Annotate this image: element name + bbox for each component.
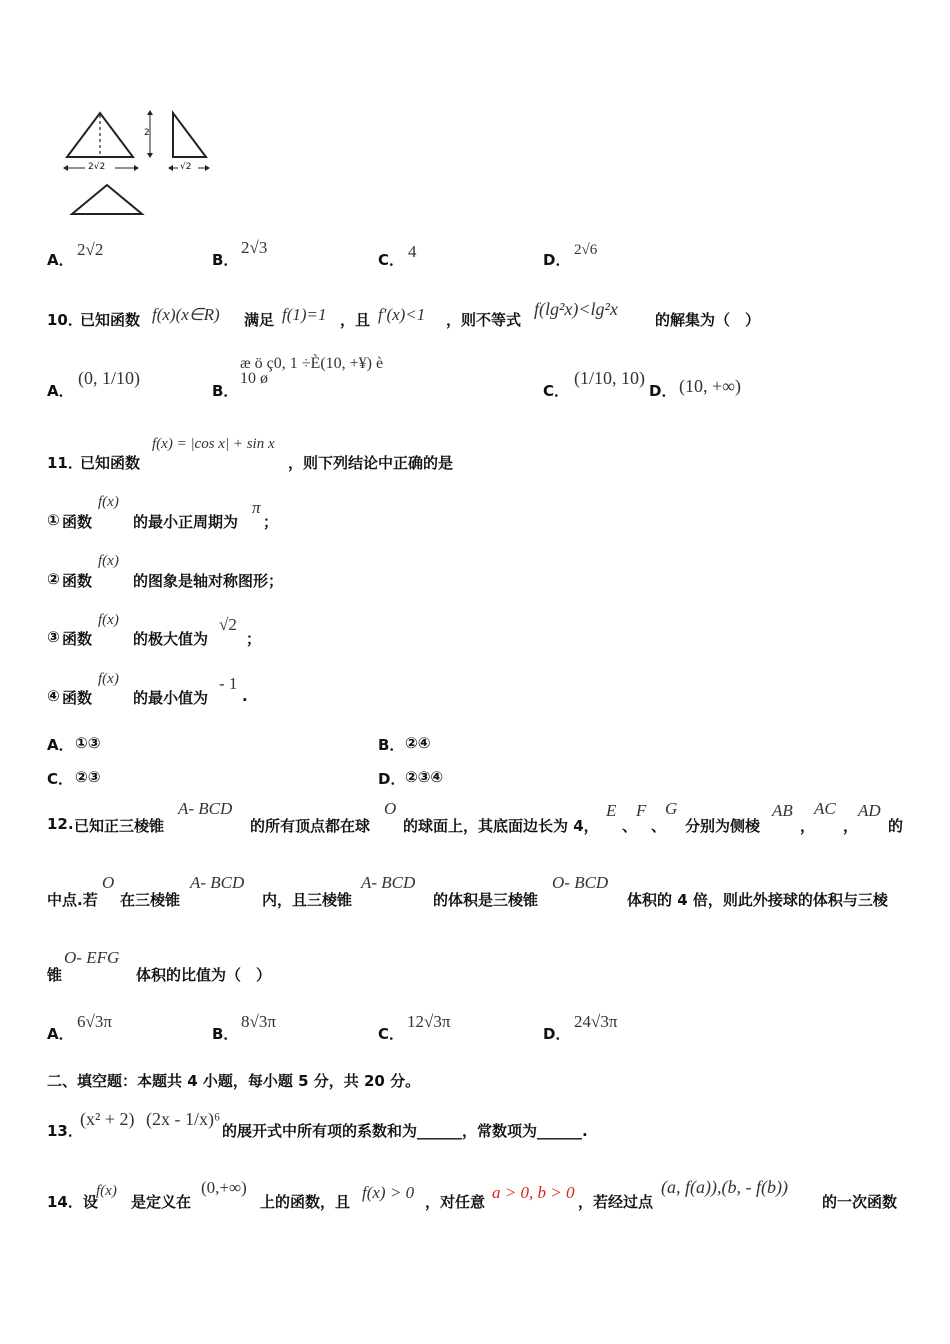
q14-condition: f(x) > 0 xyxy=(362,1183,415,1202)
q12-text-9: 的体积是三棱锥 xyxy=(433,891,539,909)
q11-option-d-letter: D． xyxy=(378,770,406,788)
q11-text-1: 已知函数 xyxy=(80,454,141,472)
q9-option-b-value: 2√3 xyxy=(241,238,268,257)
q12-pyramid-abcd-2: A- BCD xyxy=(190,873,245,892)
q12-text-7: 在三棱锥 xyxy=(120,891,181,909)
q10-option-c-value: (1/10, 10) xyxy=(574,368,645,388)
q11-s1-val: π xyxy=(252,498,261,517)
q11-s3-pre: 函数 xyxy=(62,630,93,648)
q12-pyramid-oefg: O- EFG xyxy=(64,948,120,967)
q10-option-d-letter: D． xyxy=(649,382,677,400)
q10-fprime: f′(x)<1 xyxy=(378,305,426,324)
q12-option-d-letter: D． xyxy=(543,1025,571,1043)
q11-s3-mid: 的极大值为 xyxy=(133,630,209,648)
q10-option-a-letter: A． xyxy=(47,382,74,400)
q10-text-4: ，则不等式 xyxy=(446,311,522,329)
q9-option-c-letter: C． xyxy=(378,251,405,269)
q11-s4-mid: 的最小值为 xyxy=(133,689,209,707)
q10-text-2: 满足 xyxy=(244,311,275,329)
q10-option-b-value: æ ö ç0, 1 ÷È(10, +¥) è 10 ø xyxy=(240,355,384,387)
q11-number: 11． xyxy=(47,454,83,472)
q11-s4-f: f(x) xyxy=(98,671,119,687)
q11-option-c-letter: C． xyxy=(47,770,74,788)
q10-function-def: f(x)(x∈R) xyxy=(152,305,220,324)
q10-text-3: ，且 xyxy=(340,311,371,329)
q12-option-b-value: 8√3π xyxy=(241,1012,276,1031)
q13-expr-b: (2x - 1/x)⁶ xyxy=(146,1109,221,1129)
q12-option-a-letter: A． xyxy=(47,1025,74,1043)
q11-s4-pre: 函数 xyxy=(62,689,93,707)
q11-s1-pre: 函数 xyxy=(62,513,93,531)
q12-edge-ad: AD xyxy=(858,801,881,820)
q13-number: 13． xyxy=(47,1122,83,1140)
q11-s2-f: f(x) xyxy=(98,553,119,569)
q11-option-d-value: ②③④ xyxy=(405,768,444,786)
q9-option-d-letter: D． xyxy=(543,251,571,269)
q11-s3-end: ； xyxy=(246,630,262,648)
q12-text-5: 的 xyxy=(888,817,904,835)
q12-text-2: 的所有顶点都在球 xyxy=(250,817,371,835)
q12-option-c-letter: C． xyxy=(378,1025,405,1043)
q11-option-a-value: ①③ xyxy=(75,734,101,752)
top-view-triangle xyxy=(72,185,142,214)
q14-domain: (0,+∞) xyxy=(201,1178,247,1197)
q12-option-d-value: 24√3π xyxy=(574,1012,618,1031)
q13-expr-a: (x² + 2) xyxy=(80,1109,135,1129)
q9-front-base-label: 2√2 xyxy=(88,162,106,172)
q12-option-a-value: 6√3π xyxy=(77,1012,112,1031)
q12-text-3: 的球面上，其底面边长为 4， xyxy=(403,817,599,835)
q11-s1-mid: 的最小正周期为 xyxy=(133,513,239,531)
side-view-triangle xyxy=(173,113,206,157)
q11-s1-num: ① xyxy=(47,511,60,529)
q12-edge-ab: AB xyxy=(772,801,793,820)
q12-pyramid-abcd: A- BCD xyxy=(178,799,233,818)
q12-point-f: F xyxy=(636,801,647,820)
q12-point-e: E xyxy=(606,801,617,820)
q9-side-base-label: √2 xyxy=(180,162,192,172)
q12-pyramid-obcd: O- BCD xyxy=(552,873,609,892)
q12-text-10: 体积的 4 倍，则此外接球的体积与三棱 xyxy=(627,891,888,909)
q11-s2-num: ② xyxy=(47,570,60,588)
q11-s3-val: √2 xyxy=(219,615,237,634)
q10-option-b-letter: B． xyxy=(212,382,239,400)
q9-views-svg xyxy=(60,105,220,225)
q11-s1-end: ； xyxy=(263,513,279,531)
q10-text-5: 的解集为（ ） xyxy=(655,311,761,329)
q12-text-8: 内，且三棱锥 xyxy=(262,891,353,909)
q12-edge-ac: AC xyxy=(814,799,836,818)
q9-option-d-value: 2√6 xyxy=(574,242,598,258)
q10-option-c-letter: C． xyxy=(543,382,570,400)
q9-option-a-letter: A． xyxy=(47,251,74,269)
q12-number: 12. xyxy=(47,815,74,833)
q9-height-label: 2 xyxy=(144,128,150,138)
q12-text-12: 体积的比值为（ ） xyxy=(136,966,272,984)
q11-text-2: ，则下列结论中正确的是 xyxy=(288,454,454,472)
q14-text-4: ，若经过点 xyxy=(578,1193,654,1211)
q12-comma-1: ， xyxy=(800,817,816,835)
q11-option-a-letter: A． xyxy=(47,736,74,754)
q11-s2-mid: 的图象是轴对称图形； xyxy=(133,572,284,590)
q14-text-3: ，对任意 xyxy=(425,1193,486,1211)
q14-text-5: 的一次函数 xyxy=(822,1193,898,1211)
q10-inequality: f(lg²x)<lg²x xyxy=(534,299,618,319)
q12-option-b-letter: B． xyxy=(212,1025,239,1043)
q10-f1: f(1)=1 xyxy=(282,305,327,324)
q14-text-1: 是定义在 xyxy=(131,1193,192,1211)
q12-text-11: 锥 xyxy=(47,966,63,984)
q14-fx: f(x) xyxy=(96,1183,117,1199)
q9-option-b-letter: B． xyxy=(212,251,239,269)
q11-s4-val: - 1 xyxy=(219,674,238,693)
q12-text-4: 分别为侧棱 xyxy=(685,817,761,835)
q11-option-b-value: ②④ xyxy=(405,734,431,752)
q11-s4-num: ④ xyxy=(47,687,60,705)
q10-option-a-value: (0, 1/10) xyxy=(78,368,140,388)
q14-number: 14．设 xyxy=(47,1193,98,1211)
q14-text-2: 上的函数，且 xyxy=(260,1193,351,1211)
q12-text-1: 已知正三棱锥 xyxy=(74,817,165,835)
q12-comma-2: ， xyxy=(843,817,859,835)
q9-option-c-value: 4 xyxy=(408,242,417,261)
q12-pyramid-abcd-3: A- BCD xyxy=(361,873,416,892)
q12-sphere-o: O xyxy=(384,799,397,818)
q12-sep-1: 、 xyxy=(622,817,638,835)
q11-s1-f: f(x) xyxy=(98,494,119,510)
q12-text-6: 中点.若 xyxy=(47,891,98,909)
q11-option-c-value: ②③ xyxy=(75,768,101,786)
section-2-title: 二、填空题：本题共 4 小题，每小题 5 分，共 20 分。 xyxy=(47,1072,421,1090)
q11-s3-f: f(x) xyxy=(98,612,119,628)
q11-s4-end: . xyxy=(242,687,248,705)
q13-text: 的展开式中所有项的系数和为______，常数项为______. xyxy=(222,1122,588,1140)
q11-function-def: f(x) = |cos x| + sin x xyxy=(152,436,275,452)
q11-s3-num: ③ xyxy=(47,628,60,646)
q14-points: (a, f(a)),(b, - f(b)) xyxy=(661,1177,788,1197)
q11-s2-pre: 函数 xyxy=(62,572,93,590)
q12-sep-2: 、 xyxy=(651,817,667,835)
q10-option-d-value: (10, +∞) xyxy=(679,376,741,396)
q12-point-g: G xyxy=(665,799,678,818)
q12-o-2: O xyxy=(102,873,115,892)
q9-option-a-value: 2√2 xyxy=(77,240,104,259)
q10-number: 10． xyxy=(47,311,83,329)
q11-option-b-letter: B． xyxy=(378,736,405,754)
q14-ab-condition: a > 0, b > 0 xyxy=(492,1183,575,1202)
q10-text-1: 已知函数 xyxy=(80,311,141,329)
q12-option-c-value: 12√3π xyxy=(407,1012,451,1031)
